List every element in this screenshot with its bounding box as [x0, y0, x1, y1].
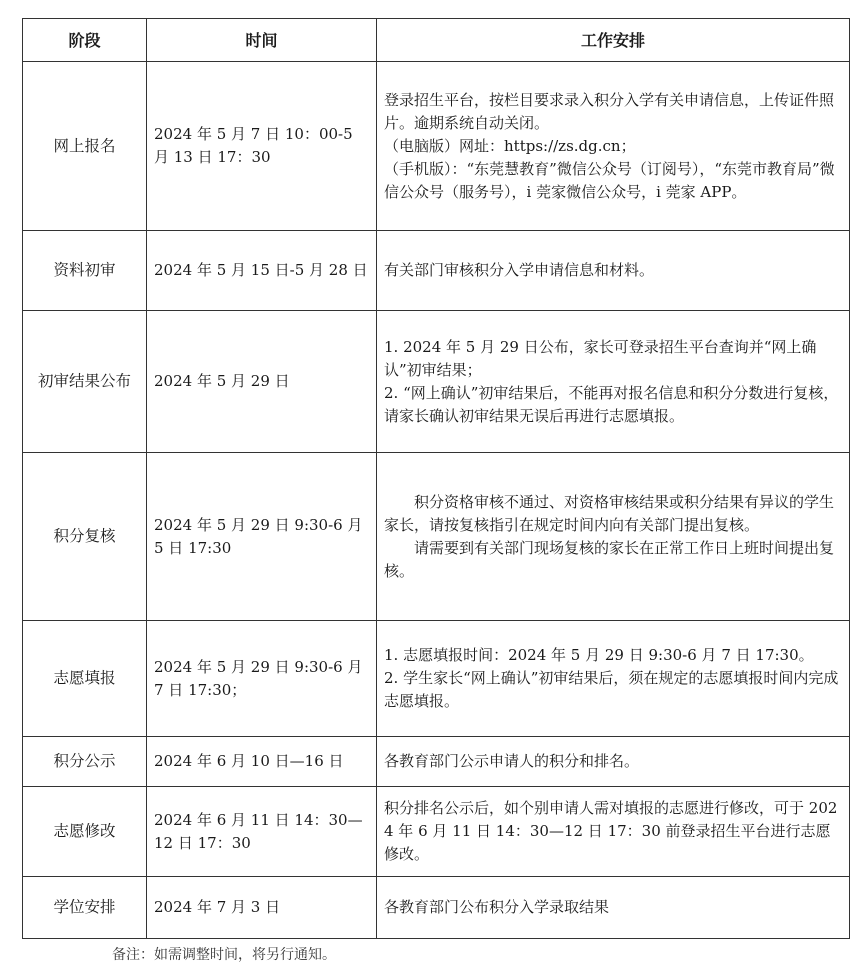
time-cell: 2024 年 6 月 11 日 14：30—12 日 17：30	[147, 787, 377, 877]
time-cell: 2024 年 5 月 7 日 10：00-5 月 13 日 17：30	[147, 62, 377, 231]
header-time: 时间	[147, 19, 377, 62]
stage-cell: 初审结果公布	[23, 311, 147, 453]
table-row	[23, 737, 850, 787]
table-row	[23, 231, 850, 311]
work-line: 2. 学生家长“网上确认”初审结果后，须在规定的志愿填报时间内完成志愿填报。	[384, 669, 839, 710]
work-cell	[377, 787, 850, 877]
work-line: 登录招生平台，按栏目要求录入积分入学有关申请信息，上传证件照片。逾期系统自动关闭。	[384, 90, 835, 132]
stage-cell: 网上报名	[23, 62, 147, 231]
work-line: 1. 2024 年 5 月 29 日公布，家长可登录招生平台查询并“网上确认”初审结果；	[384, 337, 817, 379]
table-row	[23, 877, 850, 939]
work-line: 1. 志愿填报时间：2024 年 5 月 29 日 9:30-6 月 7 日 17:30。	[384, 646, 814, 664]
work-line: 积分排名公示后，如个别申请人需对填报的志愿进行修改，可于 2024 年 6 月 11 日 14：30—12 日 17：30 前登录招生平台进行志愿修改。	[384, 799, 838, 863]
work-cell	[377, 453, 850, 621]
work-cell	[377, 877, 850, 939]
stage-cell: 资料初审	[23, 231, 147, 311]
time-cell: 2024 年 5 月 29 日	[147, 311, 377, 453]
work-cell	[377, 621, 850, 737]
header-stage: 阶段	[23, 19, 147, 62]
schedule-table	[22, 18, 850, 939]
stage-cell: 积分公示	[23, 737, 147, 787]
table-row	[23, 311, 850, 453]
time-cell: 2024 年 6 月 10 日—16 日	[147, 737, 377, 787]
time-cell: 2024 年 5 月 29 日 9:30-6 月 7 日 17:30；	[147, 621, 377, 737]
work-cell	[377, 311, 850, 453]
work-line: 2. “网上确认”初审结果后，不能再对报名信息和积分分数进行复核，请家长确认初审结果无误后再进行志愿填报。	[384, 383, 839, 425]
header-work: 工作安排	[377, 19, 850, 62]
table-row	[23, 62, 850, 231]
work-cell	[377, 62, 850, 231]
time-cell: 2024 年 5 月 29 日 9:30-6 月 5 日 17:30	[147, 453, 377, 621]
table-row	[23, 621, 850, 737]
work-line: 各教育部门公布积分入学录取结果	[384, 898, 610, 916]
work-line: 各教育部门公示申请人的积分和排名。	[384, 752, 640, 770]
time-cell: 2024 年 7 月 3 日	[147, 877, 377, 939]
table-row	[23, 787, 850, 877]
footnote: 备注：如需调整时间，将另行通知。	[112, 947, 336, 963]
work-line: （手机版）：“东莞慧教育”微信公众号（订阅号），“东莞市教育局”微信公众号（服务号），i 莞家微信公众号，i 莞家 APP。	[384, 159, 835, 201]
table-header-row	[23, 19, 850, 62]
work-line: （电脑版）网址：https://zs.dg.cn；	[384, 136, 636, 155]
work-line: 有关部门审核积分入学申请信息和材料。	[384, 261, 655, 279]
stage-cell: 学位安排	[23, 877, 147, 939]
time-cell: 2024 年 5 月 15 日-5 月 28 日	[147, 231, 377, 311]
work-line: 请需要到有关部门现场复核的家长在正常工作日上班时间提出复核。	[384, 538, 835, 580]
stage-cell: 志愿修改	[23, 787, 147, 877]
stage-cell: 积分复核	[23, 453, 147, 621]
work-cell	[377, 231, 850, 311]
work-cell	[377, 737, 850, 787]
table-row	[23, 453, 850, 621]
stage-cell: 志愿填报	[23, 621, 147, 737]
work-line: 积分资格审核不通过、对资格审核结果或积分结果有异议的学生家长，请按复核指引在规定时间内向有关部门提出复核。	[384, 492, 835, 534]
